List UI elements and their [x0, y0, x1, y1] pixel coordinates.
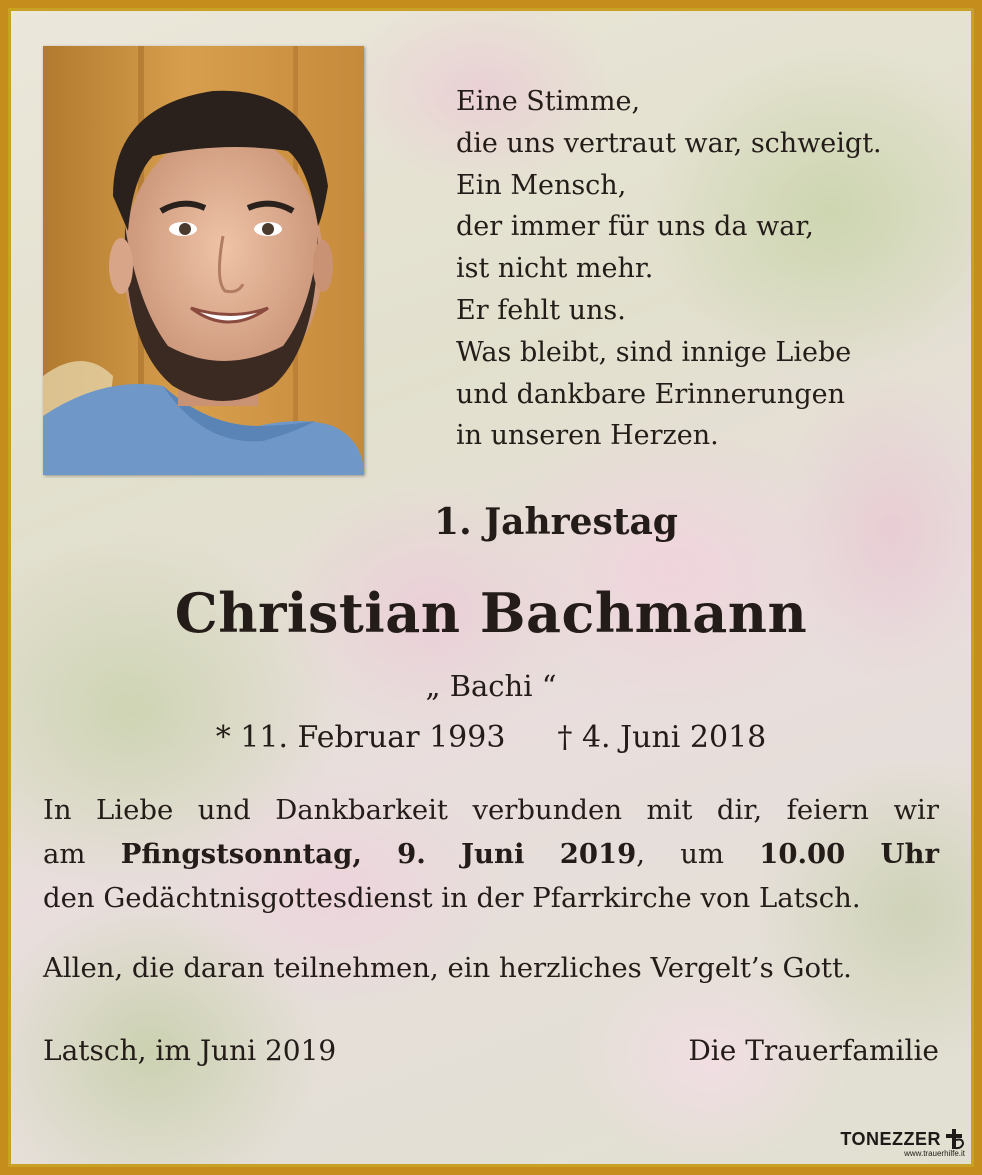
word: wir — [893, 794, 939, 826]
thanks-paragraph: Allen, die daran teilnehmen, ein herzliches Vergelt’s Gott. — [43, 952, 852, 984]
poem-line: Eine Stimme, — [456, 86, 641, 117]
announcement-line-1 — [43, 788, 939, 832]
poem-line: der immer für uns da war, — [456, 211, 814, 243]
word: am — [43, 838, 86, 870]
memorial-poem — [456, 81, 926, 457]
service-day: Pfingstsonntag, — [120, 838, 362, 870]
poem-line: Er fehlt uns. — [456, 294, 626, 326]
service-announcement — [43, 788, 939, 920]
word: mit — [646, 794, 693, 826]
portrait-photo — [43, 46, 364, 475]
service-month: Juni — [461, 838, 525, 870]
word: dir, — [716, 794, 763, 826]
word: Dankbarkeit — [275, 794, 448, 826]
poem-line: Ein Mensch, — [456, 169, 627, 201]
birth-date: * 11. Februar 1993 — [215, 720, 506, 755]
logo-brand — [840, 1128, 965, 1150]
service-time-unit: Uhr — [880, 838, 939, 870]
poem-line: die uns vertraut war, schweigt. — [456, 127, 882, 159]
service-year-wrap: 2019, — [559, 838, 645, 870]
place-date: Latsch, im Juni 2019 — [43, 1034, 337, 1067]
service-day-number: 9. — [397, 838, 426, 870]
obituary-card — [11, 11, 971, 1164]
footer — [43, 1034, 939, 1067]
word: feiern — [786, 794, 870, 826]
funeral-home-logo — [840, 1128, 965, 1158]
anniversary-heading: 1. Jahrestag — [434, 501, 678, 543]
word: Liebe — [96, 794, 174, 826]
life-dates — [11, 720, 971, 755]
announcement-line-3: den Gedächtnisgottesdienst in der Pfarrkirche von Latsch. — [43, 882, 861, 914]
word: In — [43, 794, 72, 826]
announcement-line-2 — [43, 832, 939, 876]
logo-text: TONEZZER — [840, 1128, 941, 1149]
word: und — [197, 794, 251, 826]
service-year: 2019 — [559, 838, 637, 870]
nickname: „ Bachi “ — [425, 669, 557, 703]
word: um — [680, 838, 724, 870]
signature: Die Trauerfamilie — [688, 1034, 939, 1067]
cross-logo-icon — [943, 1128, 965, 1150]
service-time: 10.00 — [759, 838, 846, 870]
poem-line: Was bleibt, sind innige Liebe — [456, 336, 852, 368]
logo-url: www.trauerhilfe.it — [904, 1149, 965, 1158]
poem-line: in unseren Herzen. — [456, 420, 719, 452]
poem-line: ist nicht mehr. — [456, 253, 654, 285]
death-date: † 4. Juni 2018 — [557, 720, 767, 755]
word: verbunden — [472, 794, 623, 826]
deceased-name: Christian Bachmann — [174, 581, 808, 645]
poem-line: und dankbare Erinnerungen — [456, 378, 845, 410]
